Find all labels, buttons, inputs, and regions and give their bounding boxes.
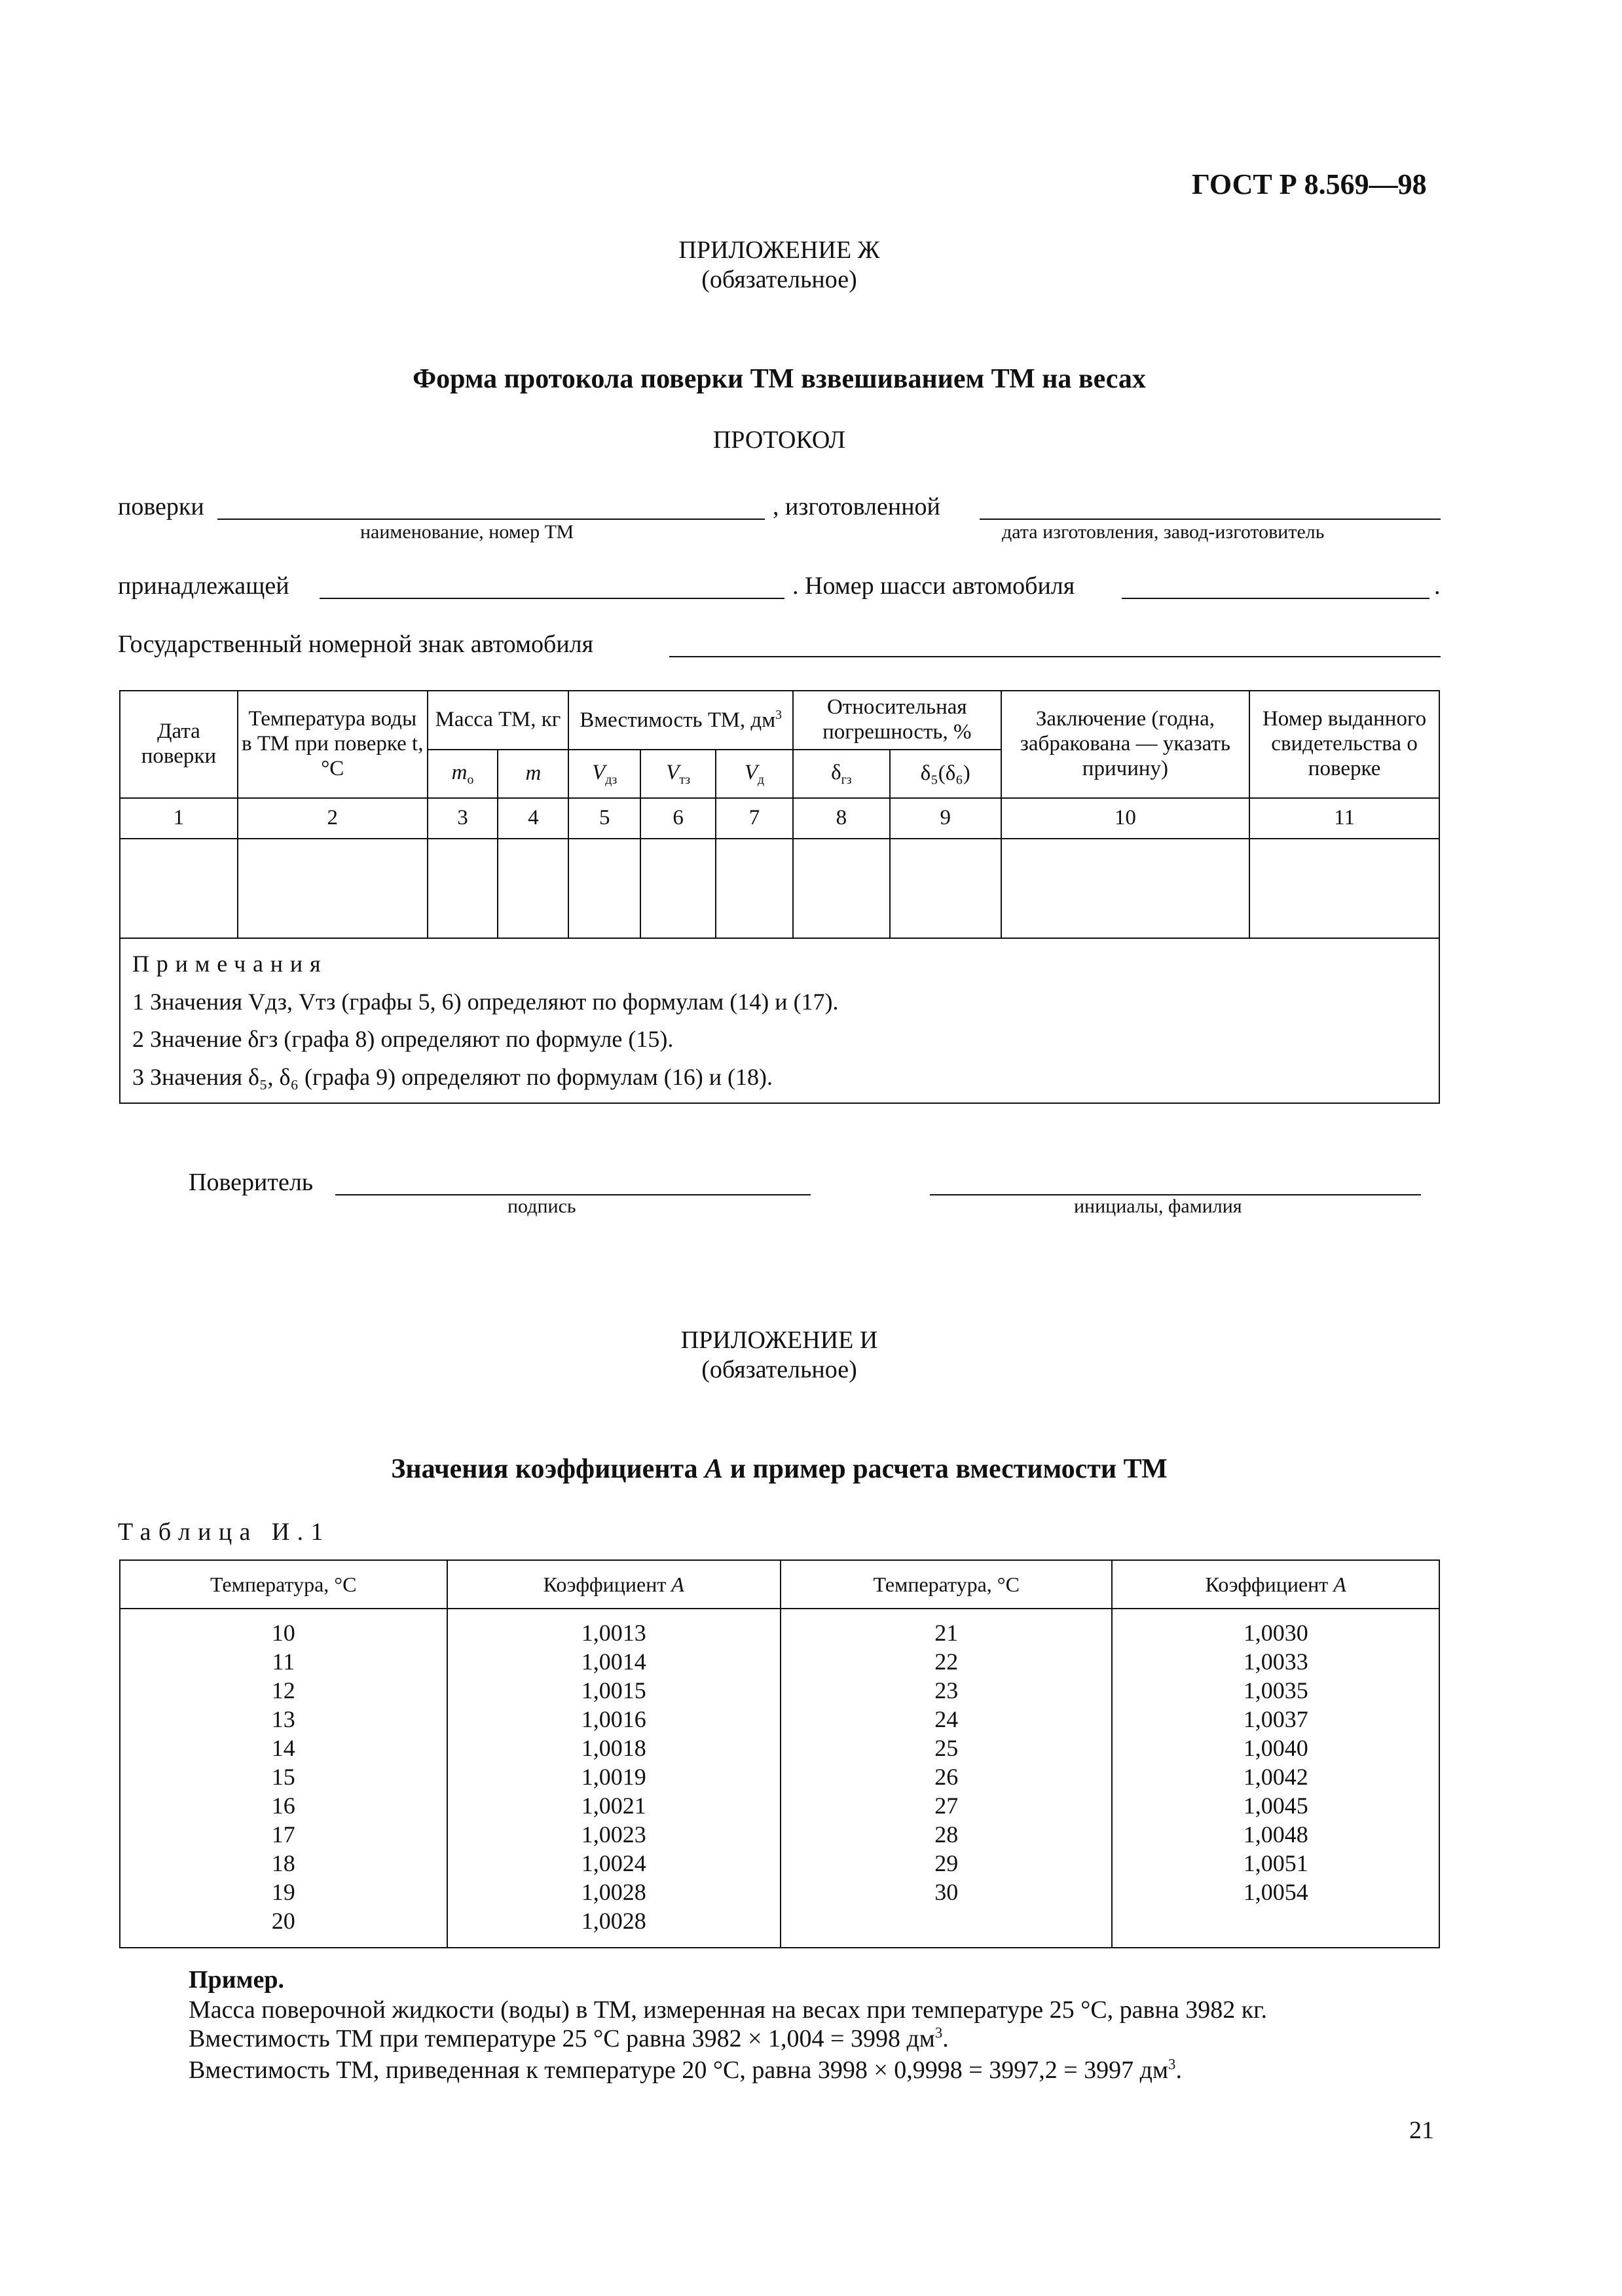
field-manufacture-date[interactable] xyxy=(980,519,1441,520)
coefficient-value: 1,0042 xyxy=(1243,1764,1308,1790)
form-label-end: . xyxy=(1434,572,1441,600)
temperature-value: 17 xyxy=(271,1821,295,1848)
temperature-value: 11 xyxy=(272,1649,295,1675)
header-conclusion: Заключение (годна, забракована — указать причину) xyxy=(1001,691,1249,798)
temperature-value: 30 xyxy=(934,1879,959,1905)
temperature-value: 22 xyxy=(934,1649,959,1675)
appendix-i-status: (обязательное) xyxy=(701,1356,857,1383)
header-date: Дата поверки xyxy=(120,691,238,798)
hint-tm-name: наименование, номер ТМ xyxy=(360,521,574,543)
coefficient-value: 1,0051 xyxy=(1243,1850,1308,1876)
temp-column-right xyxy=(781,1609,1112,1948)
entry-cell[interactable] xyxy=(890,839,1001,938)
sub-header-d5-d6: δ₅(δ₆) xyxy=(890,750,1001,798)
entry-cell[interactable] xyxy=(1249,839,1439,938)
example-line-2: Вместимость ТМ при температуре 25 °С равна 3982 × 1,004 = 3998 $дм^3$. xyxy=(189,2024,949,2052)
table-label: Таблица И.1 xyxy=(118,1518,331,1546)
coefficient-value: 1,0015 xyxy=(581,1677,646,1704)
note-3: 3 Значения δ₅, δ₆ (графа 9) определяют по формулам (16) и (18). xyxy=(132,1063,773,1090)
column-number: 7 xyxy=(716,798,793,839)
entry-cell[interactable] xyxy=(238,839,428,938)
protocol-table xyxy=(119,690,1440,1104)
temperature-value: 19 xyxy=(271,1879,295,1905)
column-number: 2 xyxy=(238,798,428,839)
sub-header-m0: $m_о$ xyxy=(428,750,498,798)
entry-cell[interactable] xyxy=(428,839,498,938)
entry-cell[interactable] xyxy=(716,839,793,938)
sub-header-vd: $V_д$ xyxy=(716,750,793,798)
column-number: 9 xyxy=(890,798,1001,839)
column-numbers-row xyxy=(120,798,1439,839)
coefficient-value: 1,0028 xyxy=(581,1879,646,1905)
coefficient-value: 1,0040 xyxy=(1243,1735,1308,1761)
coefficient-value: 1,0016 xyxy=(581,1706,646,1732)
example-title: Пример. xyxy=(189,1966,284,1994)
entry-cell[interactable] xyxy=(640,839,716,938)
temperature-value: 23 xyxy=(934,1677,959,1704)
coefficient-value: 1,0013 xyxy=(581,1620,646,1646)
entry-cell[interactable] xyxy=(793,839,890,938)
header-temp-left: Температура, °С xyxy=(120,1560,447,1609)
protocol-word: ПРОТОКОЛ xyxy=(712,426,846,454)
signer-label: Поверитель xyxy=(189,1169,314,1196)
field-tm-name[interactable] xyxy=(217,519,765,520)
temperature-value: 24 xyxy=(934,1706,959,1732)
column-number: 6 xyxy=(640,798,716,839)
coefficient-value: 1,0023 xyxy=(581,1821,646,1848)
sub-header-m: m xyxy=(498,750,568,798)
column-number: 3 xyxy=(428,798,498,839)
note-1: 1 Значения Vдз, Vтз (графы 5, 6) определяют по формулам (14) и (17). xyxy=(132,988,839,1015)
hint-manufacture-date: дата изготовления, завод-изготовитель xyxy=(1002,521,1325,543)
example-line-3: Вместимость ТМ, приведенная к температуре 20 °С, равна 3998 × 0,9998 = 3997,2 = 3997 $дм^3$. xyxy=(189,2056,1182,2084)
entry-cell[interactable] xyxy=(498,839,568,938)
temperature-value: 10 xyxy=(271,1620,295,1646)
entry-cell[interactable] xyxy=(1001,839,1249,938)
header-volume: Вместимость ТМ, $дм^3$ xyxy=(568,691,793,750)
temperature-value: 26 xyxy=(934,1764,959,1790)
hint-signer-name: инициалы, фамилия xyxy=(1074,1195,1242,1217)
coefficient-value: 1,0021 xyxy=(581,1793,646,1819)
example-line-1: Масса поверочной жидкости (воды) в ТМ, измеренная на весах при температуре 25 °С, равна 3982 кг. xyxy=(189,1996,1267,2024)
temperature-value: 18 xyxy=(271,1850,295,1876)
coefficient-value: 1,0028 xyxy=(581,1908,646,1934)
note-2: 2 Значение δгз (графа 8) определяют по формуле (15). xyxy=(132,1026,674,1053)
coefficient-value: 1,0048 xyxy=(1243,1821,1308,1848)
header-coef-right: Коэффициент А xyxy=(1112,1560,1439,1609)
coef-column-right xyxy=(1112,1609,1439,1948)
coefficient-value: 1,0030 xyxy=(1243,1620,1308,1646)
field-chassis-number[interactable] xyxy=(1122,598,1429,599)
form-label-chassis: . Номер шасси автомобиля xyxy=(792,572,1075,600)
temperature-value: 29 xyxy=(934,1850,959,1876)
header-temperature: Температура воды в ТМ при поверке t, °С xyxy=(238,691,428,798)
hint-signature: подпись xyxy=(507,1195,576,1217)
coefficient-table xyxy=(119,1559,1440,1948)
coef-column-left xyxy=(447,1609,781,1948)
column-number: 1 xyxy=(120,798,238,839)
appendix-zh-title: ПРИЛОЖЕНИЕ Ж xyxy=(678,236,880,264)
coefficient-value: 1,0019 xyxy=(581,1764,646,1790)
column-number: 11 xyxy=(1249,798,1439,839)
page-number: 21 xyxy=(1409,2117,1434,2144)
field-owner[interactable] xyxy=(320,598,784,599)
field-plate-number[interactable] xyxy=(669,656,1441,657)
appendix-zh-heading: Форма протокола поверки ТМ взвешиванием ТМ на весах xyxy=(413,364,1146,394)
notes-title: Примечания xyxy=(132,951,328,977)
coefficient-value: 1,0033 xyxy=(1243,1649,1308,1675)
form-label-owner: принадлежащей xyxy=(118,572,289,600)
header-temp-right: Температура, °С xyxy=(781,1560,1112,1609)
coefficient-value: 1,0024 xyxy=(581,1850,646,1876)
notes-cell xyxy=(120,938,1439,1103)
temp-column-left xyxy=(120,1609,447,1948)
appendix-zh-status: (обязательное) xyxy=(701,266,857,293)
temperature-value: 16 xyxy=(271,1793,295,1819)
coefficient-value: 1,0014 xyxy=(581,1649,646,1675)
appendix-i-title: ПРИЛОЖЕНИЕ И xyxy=(680,1326,878,1354)
temperature-value: 14 xyxy=(271,1735,295,1761)
column-number: 10 xyxy=(1001,798,1249,839)
appendix-i-heading: Значения коэффициента А и пример расчета вместимости ТМ xyxy=(391,1454,1168,1484)
coefficient-value: 1,0037 xyxy=(1243,1706,1308,1732)
form-label-plate: Государственный номерной знак автомобиля xyxy=(118,630,594,658)
header-certificate-number: Номер выданного свидетельства о поверке xyxy=(1249,691,1439,798)
column-number: 5 xyxy=(568,798,640,839)
column-number: 8 xyxy=(793,798,890,839)
data-entry-row xyxy=(120,839,1439,938)
header-coef-left: Коэффициент А xyxy=(447,1560,781,1609)
sub-header-dgz: $\delta_{гз}$ xyxy=(793,750,890,798)
coefficient-value: 1,0045 xyxy=(1243,1793,1308,1819)
sub-header-vtz: $V_{тз}$ xyxy=(640,750,716,798)
temperature-value: 12 xyxy=(271,1677,295,1704)
coefficient-value: 1,0054 xyxy=(1243,1879,1308,1905)
header-relative-error: Относительная погрешность, % xyxy=(793,691,1001,750)
coefficient-value: 1,0018 xyxy=(581,1735,646,1761)
document-code: ГОСТ Р 8.569—98 xyxy=(1192,168,1427,200)
temperature-value: 20 xyxy=(271,1908,295,1934)
form-label-verification: поверки xyxy=(118,493,204,520)
header-mass: Масса ТМ, кг xyxy=(428,691,569,750)
temperature-value: 13 xyxy=(271,1706,295,1732)
entry-cell[interactable] xyxy=(120,839,238,938)
coefficient-value: 1,0035 xyxy=(1243,1677,1308,1704)
temperature-value: 28 xyxy=(934,1821,959,1848)
temperature-value: 21 xyxy=(934,1620,959,1646)
temperature-value: 25 xyxy=(934,1735,959,1761)
temperature-value: 27 xyxy=(934,1793,959,1819)
temperature-value: 15 xyxy=(271,1764,295,1790)
entry-cell[interactable] xyxy=(568,839,640,938)
sub-header-vdz: $V_{дз}$ xyxy=(568,750,640,798)
form-label-manufactured: , изготовленной xyxy=(773,493,940,520)
column-number: 4 xyxy=(498,798,568,839)
